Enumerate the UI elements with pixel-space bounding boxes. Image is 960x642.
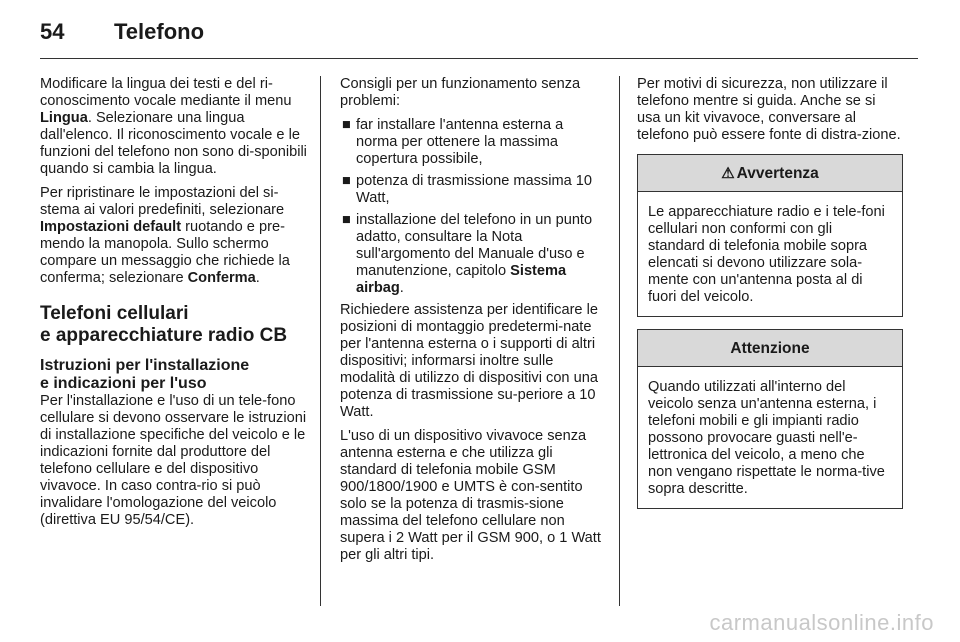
subsection-heading: Istruzioni per l'installazione e indicazioni per l'uso [40, 357, 250, 392]
caution-header [638, 330, 902, 367]
menu-impostazioni-default: Impostazioni default [40, 219, 182, 235]
header-rule [40, 58, 918, 59]
column-divider-2 [619, 76, 620, 606]
paragraph-assistance: Richiedere assistenza per identificare le posizioni di montaggio predetermi-nate per l'antenna esterna o i supporti di altri dispositivi; informarsi inoltre sulle modalità di utilizzo di dispositivi con una potenza di trasmissione su-periore a 10 Watt. [340, 302, 598, 420]
paragraph-handsfree: L'uso di un dispositivo vivavoce senza antenna esterna e che utilizza gli standard di telefonia mobile GSM 900/1800/1900 e UMTS è con-sentito solo se la potenza di trasmis-sione massima del telefono cellulare non supera i 2 Watt per il GSM 900, o 1 Watt per gli altri tipi. [340, 428, 601, 563]
paragraph-safety: Per motivi di sicurezza, non utilizzare il telefono mentre si guida. Anche se si usa un kit vivavoce, conversare al telefono può essere fonte di distra-zione. [637, 76, 901, 143]
bullet-icon: ■ [342, 117, 351, 133]
warning-text: Le apparecchiature radio e i tele-foni cellulari non conformi con gli standard di telefonia mobile sopra elencati si devono utilizzare sola-mente con un'antenna posta al di fuori del veicolo. [648, 204, 885, 305]
warning-title: Avvertenza [736, 164, 819, 182]
paragraph-tips-intro: Consigli per un funzionamento senza problemi: [340, 76, 581, 109]
watermark: carmanualsonline.info [709, 610, 934, 635]
tips-list [340, 117, 604, 297]
chapter-sistema-airbag: Sistema airbag [356, 263, 567, 296]
column-divider-1 [320, 76, 321, 606]
list-item: ■ installazione del telefono in un punto adatto, consultare la Nota sull'argomento del Manuale d'uso e manutenzione, capitolo Sistema airbag. [342, 212, 593, 296]
caution-text: Quando utilizzati all'interno del veicolo senza un'antenna esterna, i telefoni mobili e gli impianti radio possono provocare guasti nell'e-lettronica del veicolo, a meno che non vengano rispettate le norma-tive sopra descritte. [648, 379, 885, 497]
page-number: 54 [40, 19, 65, 44]
section-heading: Telefoni cellulari e apparecchiature radio CB [40, 303, 288, 346]
warning-box [637, 154, 903, 317]
warning-triangle-icon: ⚠ [721, 164, 735, 182]
paragraph-reset: Per ripristinare le impostazioni del si-stema ai valori predefiniti, selezionare Impostazioni default ruotando e pre-mendo la manopola. Sullo schermo compare un messaggio che richiede la conferma; selezionare Conferma. [40, 185, 290, 286]
bullet-icon: ■ [342, 212, 351, 228]
list-item: ■ potenza di trasmissione massima 10 Watt, [342, 173, 593, 206]
column-middle [340, 76, 604, 571]
column-left [40, 76, 308, 536]
caution-title: Attenzione [730, 339, 810, 357]
menu-conferma: Conferma [187, 270, 256, 286]
page-title: Telefono [114, 19, 205, 44]
list-item: ■ far installare l'antenna esterna a norma per ottenere la massima copertura possibile, [342, 117, 564, 167]
caution-box [637, 329, 903, 509]
warning-header [638, 155, 902, 192]
bullet-icon: ■ [342, 173, 351, 189]
paragraph-language: Modificare la lingua dei testi e del ri-conoscimento vocale mediante il menu Lingua. Selezionare una lingua dall'elenco. Il riconoscimento vocale e le funzioni del telefono non sono di-sponibili quando si cambia la lingua. [40, 76, 307, 177]
menu-lingua: Lingua [40, 110, 88, 126]
column-right [637, 76, 903, 509]
paragraph-installation: Per l'installazione e l'uso di un tele-fono cellulare si devono osservare le istruzioni di installazione specifiche del veicolo e le indicazioni fornite dal produttore del telefono cellulare e del dispositivo vivavoce. In caso contra-rio si può invalidare l'omologazione del veicolo (direttiva EU 95/54/CE). [40, 393, 307, 528]
